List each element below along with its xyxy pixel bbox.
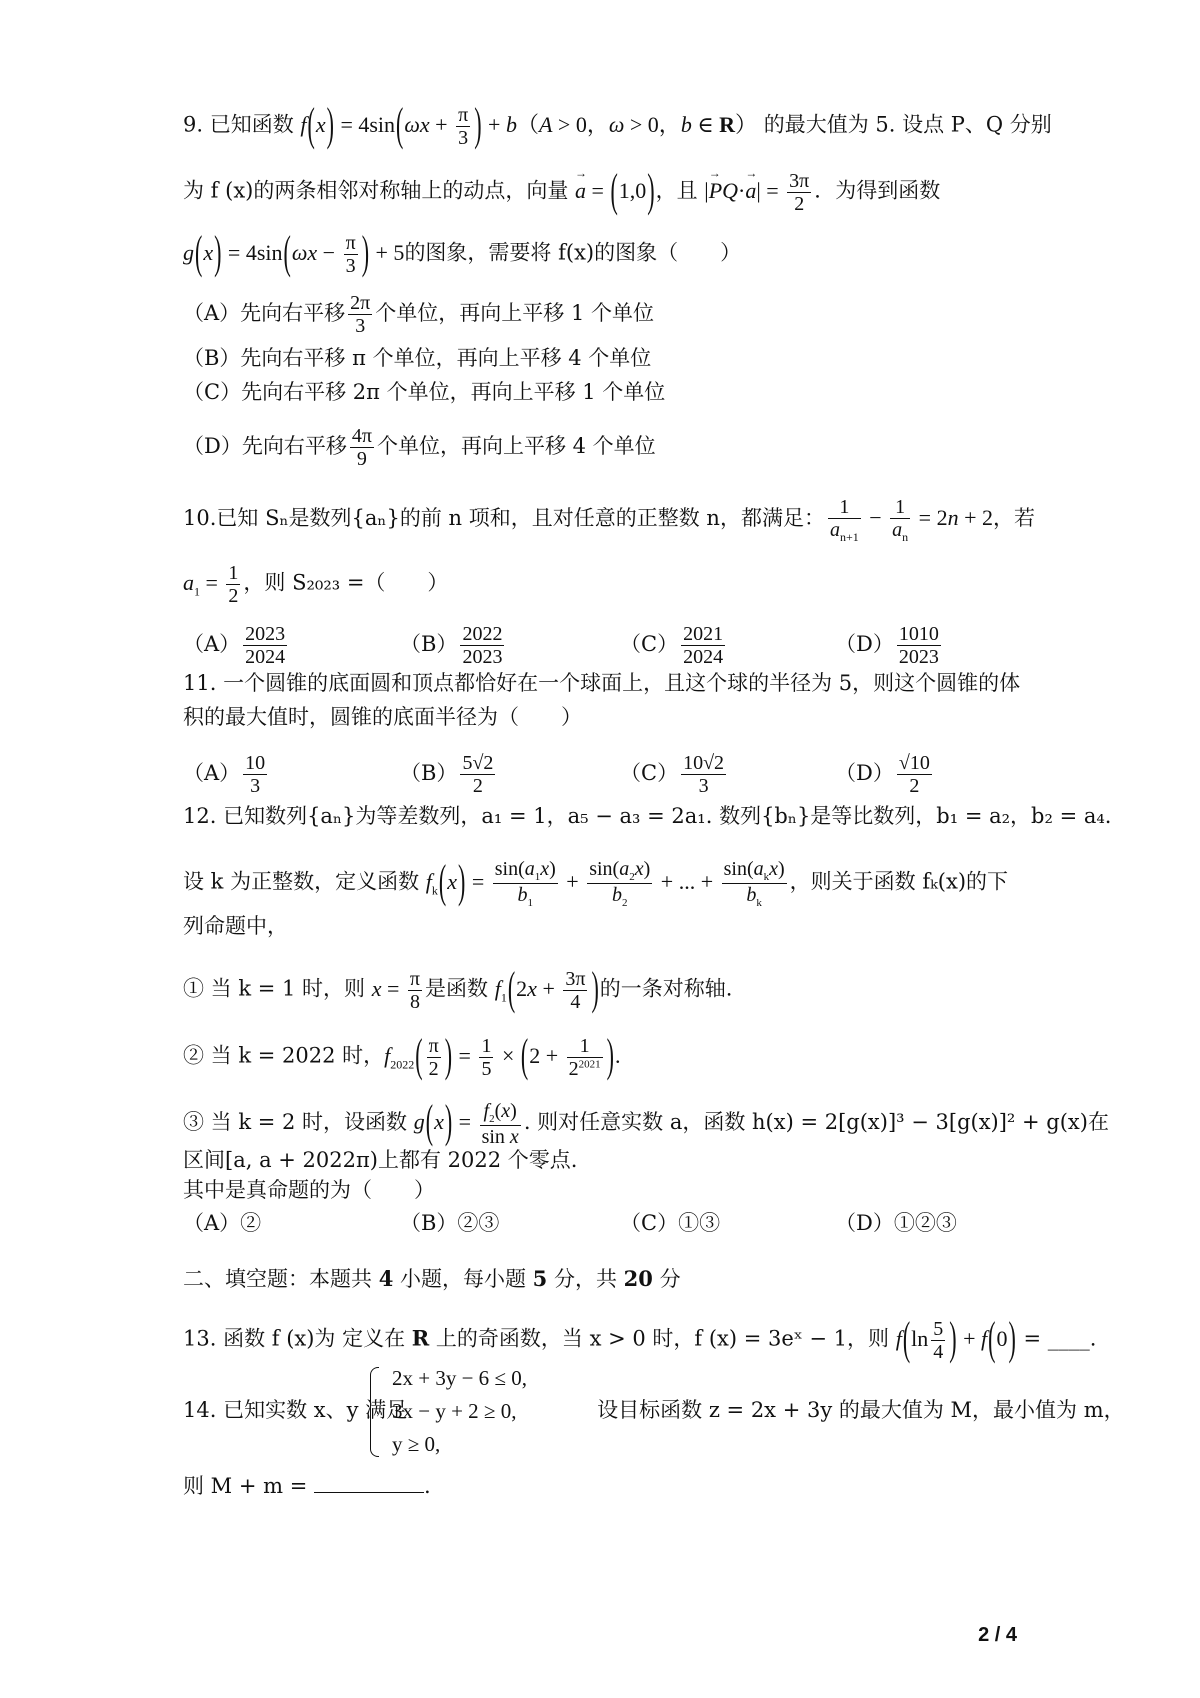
page-number: 2 / 4	[978, 1624, 1017, 1646]
q14-line1: 14. 已知实数 x、y 满足 设目标函数 z = 2x + 3y 的最大值为 M，最小值为 m，	[183, 1398, 1125, 1422]
q10-line2: $a_1$ = $\frac{1}{2}$ ，则 S₂₀₂₃ =（ ）	[183, 562, 449, 607]
q9-condition: |→ PQ·→ a| = $\frac{3\pi}{2}$	[704, 178, 814, 203]
q11-line1: 11. 一个圆锥的底面圆和顶点都恰好在一个球面上，且这个球的半径为 5，则这个圆锥的体	[183, 671, 1021, 695]
q12-statement-3-cont: 区间[a, a + 2022π)上都有 2022 个零点.	[183, 1148, 578, 1172]
section-2-heading: 二、填空题：本题共 4 小题，每小题 5 分，共 20 分	[183, 1266, 681, 1291]
q10-recurrence: $\frac{1}{a_{n+1}}$ − $\frac{1}{a_n}$ = 2n + 2	[829, 496, 993, 544]
q10-option-d: （D） $\frac{1010}{2023}$	[835, 623, 939, 668]
q12-statement-3: ③ 当 k = 2 时，设函数 g(x) = $\frac{f_2(x)}{\text{sin x}}$ . 则对任意实数 a，函数 h(x) = 2[g(x)]³ − 3[g(x)]² + g(x)在	[183, 1094, 1109, 1149]
q9-option-a: （A）先向右平移 $\frac{2\pi}{3}$ 个单位，再向上平移 1 个单位	[183, 292, 654, 337]
q10-option-a: （A） $\frac{2023}{2024}$	[183, 623, 286, 668]
q10-a1: $a_1$ = $\frac{1}{2}$	[183, 562, 239, 607]
q12-line2: 设 k 为正整数，定义函数 $f_k(x)$ = $\frac{\sin(a_1x)}{b_1}$ + $\frac{\sin(a_2x)}{b_2}$ + ... + $\frac{\sin(a_kx)}{b_k}$ ，则关于函数 fₖ(x)的下	[183, 854, 1009, 910]
q12-option-b: （B）②③	[400, 1211, 500, 1235]
q9-function-def: f(x) = 4sin(ωx + $\frac{\pi}{3}$ ) + b（A > 0，ω > 0，b ∈ R）	[300, 97, 758, 150]
q9-line1: 9. 已知函数 f(x) = 4sin(ωx + $\frac{\pi}{3}$ ) + b（A > 0，ω > 0，b ∈ R） 的最大值为 5. 设点 P、Q 分别	[183, 97, 1052, 150]
q12-question: 其中是真命题的为（ ）	[183, 1178, 435, 1202]
q9-line3: g(x) = 4sin(ωx − $\frac{\pi}{3}$ ) + 5的图象，需要将 f(x)的图象（ ）	[183, 225, 742, 278]
q14-system-brace	[370, 1367, 379, 1457]
q11-option-a: （A） $\frac{10}{3}$	[183, 752, 266, 797]
q10-option-b: （B） $\frac{2022}{2023}$	[400, 623, 503, 668]
q12-statement-2: ② 当 k = 2022 时，$f_{2022}$( $\frac{\pi}{2}$ ) = $\frac{1}{5}$ × (2 + $\frac{1}{2^{2021}}$ ).	[183, 1028, 621, 1081]
q14-line2: 则 M + m = .	[183, 1474, 431, 1498]
q12-line1: 12. 已知数列{aₙ}为等差数列，a₁ = 1，a₅ − a₃ = 2a₁. 数列{bₙ}是等比数列，b₁ = a₂，b₂ = a₄.	[183, 804, 1112, 828]
q9-option-b: （B）先向右平移 π 个单位，再向上平移 4 个单位	[183, 346, 652, 370]
q9-g-def: g(x) = 4sin(ωx − $\frac{\pi}{3}$ ) + 5	[183, 225, 405, 278]
q10-line1: 10.已知 Sₙ是数列{aₙ}的前 n 项和，且对任意的正整数 n，都满足： $\frac{1}{a_{n+1}}$ − $\frac{1}{a_n}$ = 2n + 2，若	[183, 496, 1035, 544]
q12-option-a: （A）②	[183, 1211, 262, 1235]
q13-line: 13. 函数 f (x)为 定义在 R 上的奇函数，当 x > 0 时，f (x) = 3eˣ − 1，则 f(ln $\frac{5}{4}$ ) + f(0) = ____.	[183, 1311, 1097, 1364]
q12-line3: 列命题中，	[183, 914, 288, 938]
q10-option-c: （C） $\frac{2021}{2024}$	[620, 623, 724, 668]
q9-vector: → a = (1,0)	[575, 178, 656, 203]
q12-fk-def: $f_k(x)$ = $\frac{\sin(a_1x)}{b_1}$ + $\frac{\sin(a_2x)}{b_2}$ + ... + $\frac{\sin(a_kx)}{b_k}$	[425, 854, 785, 910]
q9-line2: 为 f (x)的两条相邻对称轴上的动点，向量 → a = (1,0)，且 |→ PQ·→ a| = $\frac{3\pi}{2}$ ．为得到函数	[183, 170, 1017, 215]
q12-statement-1: ① 当 k = 1 时，则 x = $\frac{\pi}{8}$ 是函数 $f_1(2x$ + $\frac{3\pi}{4}$ )的一条对称轴.	[183, 961, 733, 1014]
q11-option-b: （B） $\frac{5√2}{2}$	[400, 752, 494, 797]
q12-option-d: （D）①②③	[835, 1211, 957, 1235]
q11-line2: 积的最大值时，圆锥的底面半径为（ ）	[183, 705, 582, 729]
q9-option-c: （C）先向右平移 2π 个单位，再向上平移 1 个单位	[183, 380, 666, 404]
q9-option-d: （D）先向右平移 $\frac{4\pi}{9}$ 个单位，再向上平移 4 个单位	[183, 425, 656, 470]
q11-option-d: （D） $\frac{√10}{2}$	[835, 752, 930, 797]
q12-option-c: （C）①③	[620, 1211, 721, 1235]
q11-option-c: （C） $\frac{10√2}{3}$	[620, 752, 725, 797]
